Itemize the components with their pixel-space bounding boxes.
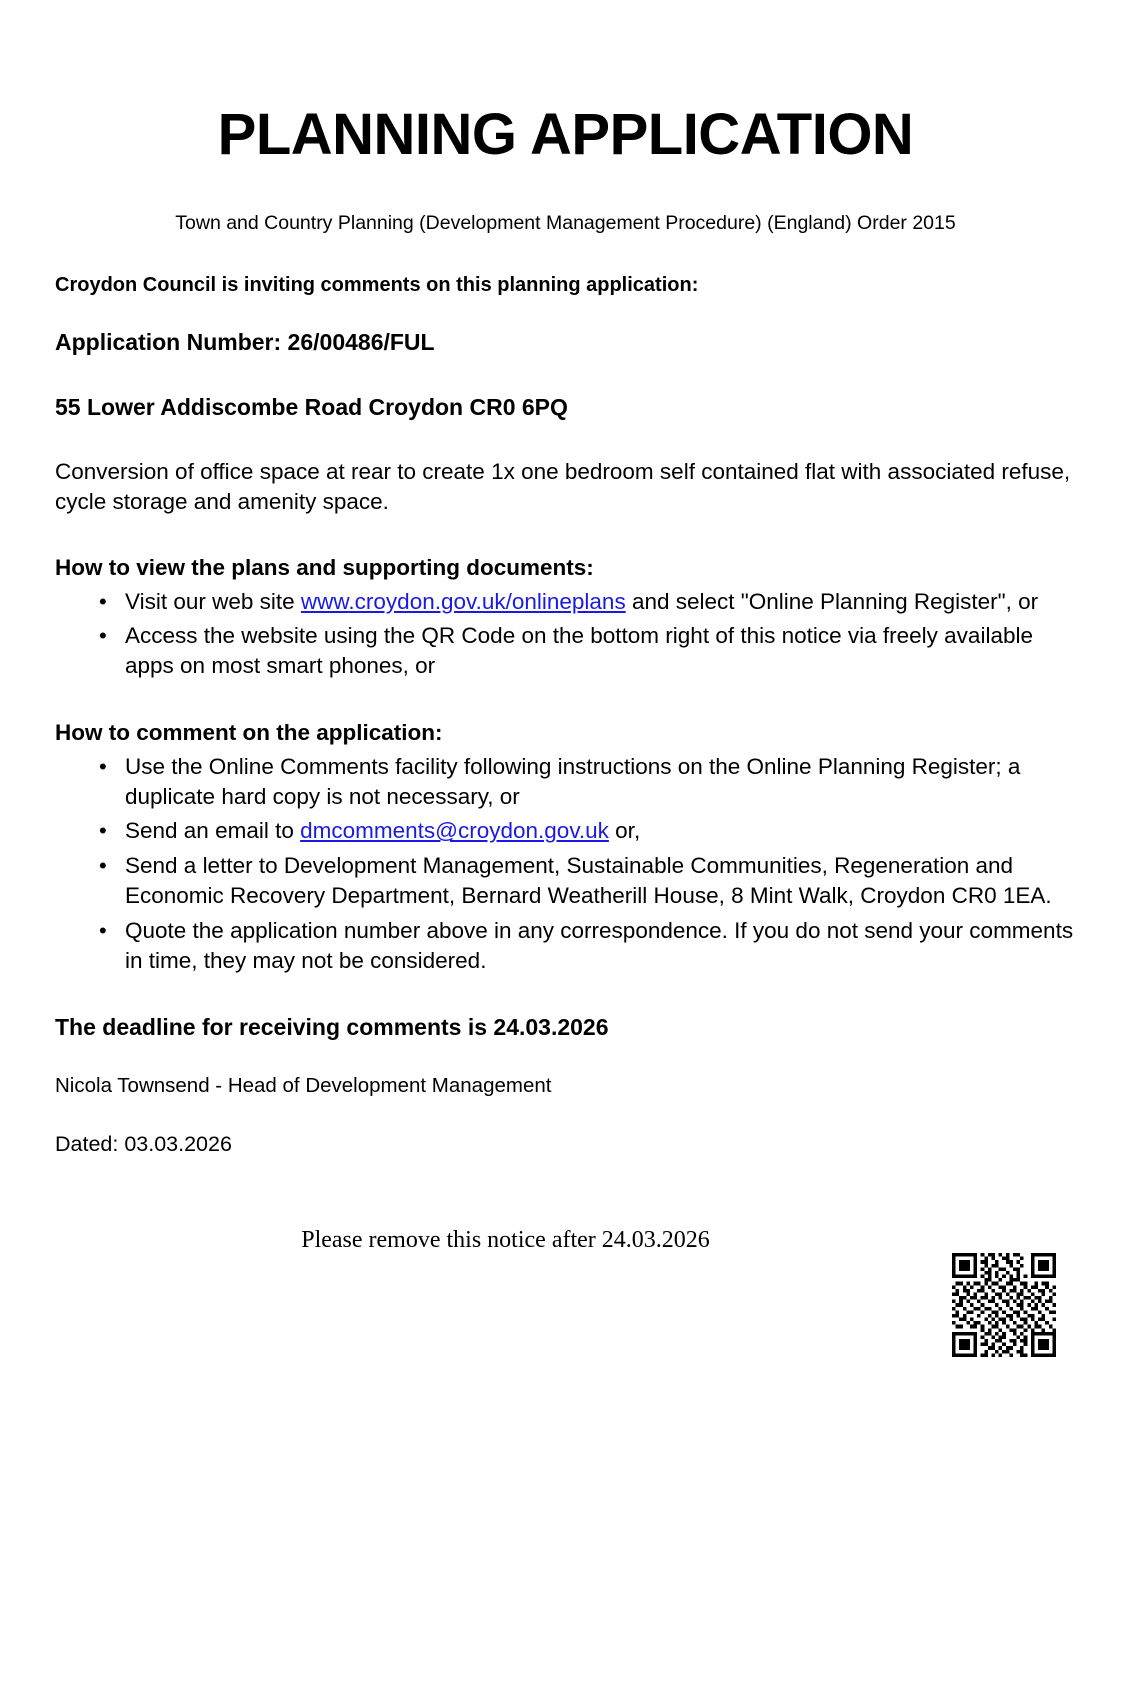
planning-notice-page: [0, 102, 1131, 1705]
bullet-text-before: Visit our web site: [125, 588, 301, 614]
page-title: PLANNING APPLICATION: [217, 102, 914, 167]
bullet-text-before: Send an email to: [125, 818, 301, 844]
comment-heading: How to comment on the application:: [55, 719, 443, 745]
qr-code: [952, 1253, 1056, 1357]
view-plans-list: [55, 587, 1076, 682]
comment-list: [55, 752, 1076, 977]
list-item: [125, 587, 1076, 617]
view-plans-heading: How to view the plans and supporting documents:: [55, 554, 594, 580]
site-address: 55 Lower Addiscombe Road Croydon CR0 6PQ: [55, 394, 568, 421]
signatory: Nicola Townsend - Head of Development Management: [55, 1074, 552, 1098]
list-item: [125, 916, 1076, 977]
bullet-text-before: Use the Online Comments facility following instructions on the Online Planning Register; a duplicate hard copy is not necessary, or: [125, 753, 1021, 810]
list-item: [125, 752, 1076, 813]
bullet-text-after: and select "Online Planning Register", or: [625, 588, 1039, 614]
comment-deadline: The deadline for receiving comments is 24.03.2026: [55, 1014, 609, 1041]
bullet-text-after: or,: [608, 818, 641, 844]
dated: Dated: 03.03.2026: [55, 1132, 232, 1157]
list-item: [125, 851, 1076, 912]
qr-code-icon: [952, 1253, 1056, 1357]
application-number: Application Number: 26/00486/FUL: [55, 329, 435, 356]
invitation-text: Croydon Council is inviting comments on this planning application:: [55, 274, 699, 297]
remove-notice-text: Please remove this notice after 24.03.2026: [301, 1227, 710, 1254]
list-item: [125, 816, 1076, 846]
onlineplans-link[interactable]: www.croydon.gov.uk/onlineplans: [300, 588, 626, 614]
bullet-text-before: Access the website using the QR Code on the bottom right of this notice via freely available apps on most smart phones, or: [125, 622, 1033, 679]
legislation-reference: Town and Country Planning (Development Management Procedure) (England) Order 2015: [175, 211, 956, 234]
email-link[interactable]: dmcomments@croydon.gov.uk: [300, 818, 609, 844]
bullet-text-before: Send a letter to Development Management, Sustainable Communities, Regeneration and Economic Recovery Department, Bernard Weatherill House, 8 Mint Walk, Croydon CR0 1EA.: [125, 852, 1052, 909]
list-item: [125, 621, 1076, 682]
proposal-description: Conversion of office space at rear to create 1x one bedroom self contained flat with associated refuse, cycle storage and amenity space.: [55, 459, 1071, 514]
bullet-text-before: Quote the application number above in any correspondence. If you do not send your comments in time, they may not be considered.: [125, 917, 1074, 973]
